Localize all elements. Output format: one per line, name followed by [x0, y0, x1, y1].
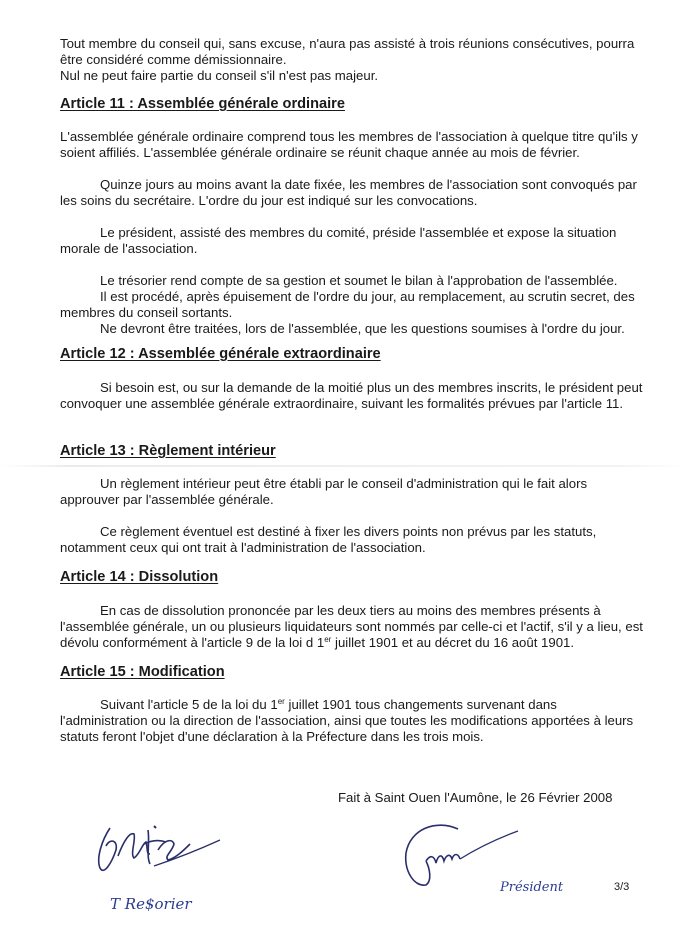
intro-section	[60, 36, 648, 84]
article-11-paragraph: Le trésorier rend compte de sa gestion et soumet le bilan à l'approbation de l'assemblée.	[100, 273, 618, 288]
article-15-paragraph	[60, 697, 648, 745]
article-15-heading: Article 15 : Modification	[60, 664, 225, 680]
article-14-text-end: juillet 1901 et au décret du 16 août 1901.	[331, 635, 575, 650]
superscript: er	[324, 635, 332, 644]
article-11-paragraph: Il est procédé, après épuisement de l'ordre du jour, au remplacement, au scrutin secret, des membres du conseil sortants.	[60, 289, 635, 320]
article-14-text: En cas de dissolution prononcée par les deux tiers au moins des membres présents à l'assemblée générale, un ou plusieurs liquidateurs sont nommés par celle-ci et l'actif, s'il y a lieu, est dévolu conformément à l'article 9 de la loi d 1	[60, 603, 643, 650]
article-11-paragraph: Le président, assisté des membres du comité, préside l'assemblée et expose la situation morale de l'association.	[60, 225, 617, 256]
article-15-text-end: juillet 1901 tous changements survenant dans l'administration ou la direction de l'association, ainsi que toutes les modifications apportées à leurs statuts feront l'objet d'une déclaration à la Préfecture dans les trois mois.	[60, 697, 634, 744]
article-15-text: Suivant l'article 5 de la loi du 1	[100, 697, 278, 712]
article-11-body	[60, 129, 648, 337]
scan-fold-line	[0, 465, 685, 467]
intro-paragraph-2: Nul ne peut faire partie du conseil s'il n'est pas majeur.	[60, 68, 379, 83]
article-13-paragraph: Ce règlement éventuel est destiné à fixer les divers points non prévus par les statuts, notamment ceux qui ont trait à l'administration de l'association.	[60, 524, 597, 555]
article-14-paragraph	[60, 603, 648, 651]
article-12-body	[60, 380, 648, 412]
article-11-heading: Article 11 : Assemblée générale ordinaire	[60, 96, 345, 112]
article-11-paragraph: L'assemblée générale ordinaire comprend tous les membres de l'association à quelque titre qu'ils y soient affiliés. L'assemblée générale ordinaire se réunit chaque année au mois de février.	[60, 129, 638, 160]
president-caption: Président	[500, 880, 564, 895]
article-11-paragraph: Ne devront être traitées, lors de l'assemblée, que les questions soumises à l'ordre du jour.	[100, 321, 625, 336]
intro-paragraph: Tout membre du conseil qui, sans excuse, n'aura pas assisté à trois réunions consécutives, pourra être considéré comme démissionnaire.	[60, 36, 635, 67]
treasurer-caption: T Re$orier	[110, 895, 192, 913]
signature-scribble-icon	[88, 810, 238, 880]
place-date-line: Fait à Saint Ouen l'Aumône, le 26 Février 2008	[338, 790, 613, 805]
treasurer-signature	[88, 810, 238, 880]
article-12-paragraph: Si besoin est, ou sur la demande de la moitié plus un des membres inscrits, le président peut convoquer une assemblée générale extraordinaire, suivant les formalités prévues par l'article 11.	[60, 380, 643, 411]
article-13-paragraph: Un règlement intérieur peut être établi par le conseil d'administration qui le fait alors approuver par l'assemblée générale.	[60, 476, 588, 507]
superscript: er	[277, 697, 285, 706]
article-14-heading: Article 14 : Dissolution	[60, 569, 219, 585]
article-14-body	[60, 603, 648, 651]
article-12-heading: Article 12 : Assemblée générale extraordinaire	[60, 346, 381, 362]
page-number: 3/3	[614, 881, 630, 893]
article-13-heading: Article 13 : Règlement intérieur	[60, 443, 276, 459]
article-11-paragraph: Quinze jours au moins avant la date fixée, les membres de l'association sont convoqués par les soins du secrétaire. L'ordre du jour est indiqué sur les convocations.	[60, 177, 637, 208]
article-15-body	[60, 697, 648, 745]
article-13-body	[60, 476, 648, 556]
